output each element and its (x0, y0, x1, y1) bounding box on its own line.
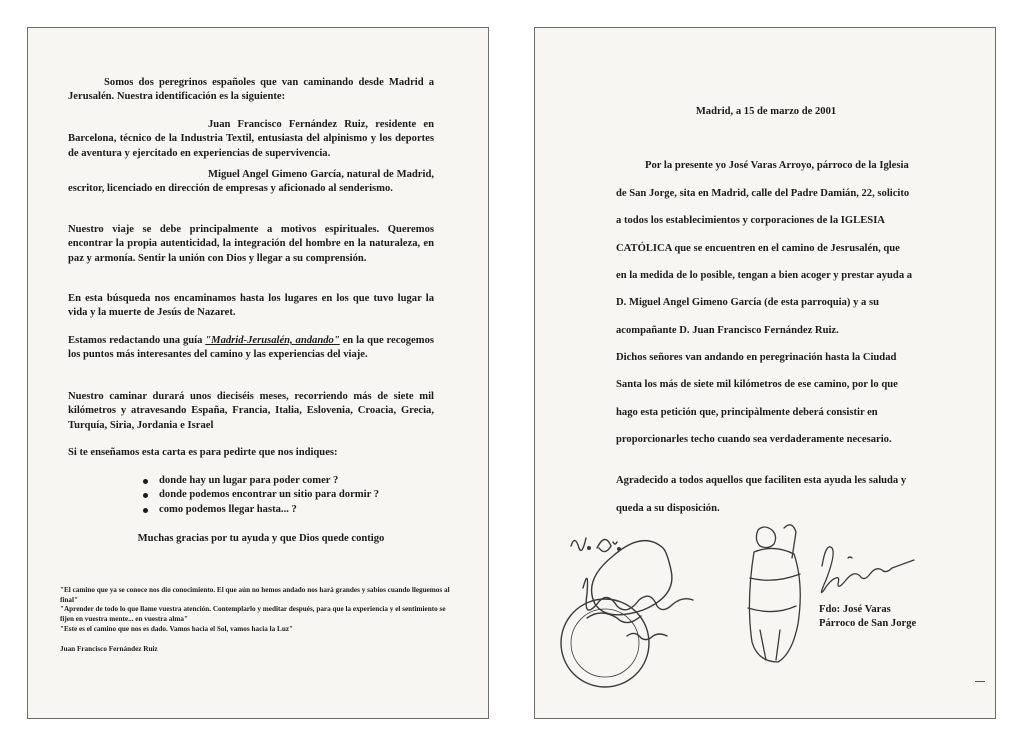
right-letter-page (534, 27, 996, 719)
guide-paragraph (68, 334, 434, 363)
intro-paragraph: Somos dos peregrinos españoles que van caminando desde Madrid a Jerusalén. Nuestra identificación es la siguiente: (68, 77, 434, 103)
route-paragraph: Nuestro caminar durará unos dieciséis meses, recorriendo más de siete mil kilómetros y atravesando España, Francia, Italia, Eslovenia, Croacia, Grecia, Turquía, Siria, Jordania e Israel (68, 391, 434, 431)
closing-line: Agradecido a todos aquellos que faciliten esta ayuda les saluda y (616, 475, 907, 486)
question-item: como podemos llegar hasta... ? (143, 503, 443, 517)
letter-line: CATÓLICA que se encuentren en el camino de Jesrusalén, que (616, 243, 900, 254)
closing-line: queda a su disposición. (616, 503, 720, 514)
guide-title: "Madrid-Jerusalén, andando" (205, 335, 340, 346)
quote-author: Juan Francisco Fernández Ruiz (60, 645, 158, 653)
letter-line: D. Miguel Angel Gimeno García (de esta parroquia) y a su (616, 297, 879, 308)
letter-date: Madrid, a 15 de marzo de 2001 (695, 106, 837, 117)
letter-line: acompañante D. Juan Francisco Fernández Ruiz. (616, 325, 839, 336)
letter-line: Por la presente yo José Varas Arroyo, párroco de la Iglesia (645, 160, 909, 171)
letter-line: hago esta petición que, principàlmente deberá consistir en (616, 407, 878, 418)
question-item: donde podemos encontrar un sitio para dormir ? (143, 488, 443, 502)
letter-line: Dichos señores van andando en peregrinación hasta la Ciudad (616, 352, 897, 363)
person-2-paragraph: Miguel Angel Gimeno García, natural de Madrid, escritor, licenciado en dirección de empresas y aficionado al senderismo. (68, 169, 434, 195)
quote-3: "Este es el camino que nos es dado. Vamos hacia el Sol, vamos hacia la Luz" (60, 625, 294, 633)
question-list (143, 474, 443, 517)
edge-mark (975, 681, 985, 682)
quote-1: "El camino que ya se conoce nos dio conocimiento. El que aún no hemos andado nos hará grandes y sabios cuando lleguemos al final" (60, 586, 450, 604)
letter-line: de San Jorge, sita en Madrid, calle del Padre Damián, 22, solicito (616, 188, 910, 199)
person-1-paragraph: Juan Francisco Fernández Ruiz, residente en Barcelona, técnico de la Industria Textil, entusiasta del alpinismo y los deportes de aventura y ejercitado en experiencias de supervivencia. (68, 119, 434, 159)
thanks-line: Muchas gracias por tu ayuda y que Dios quede contigo (137, 533, 385, 544)
guide-text-after: en la que recogemos los puntos más interesantes del camino y las experiencias del viaje. (68, 335, 434, 361)
parish-stamp-signature (543, 518, 723, 688)
guide-text-before: Estamos redactando una guía (68, 335, 206, 346)
letter-line: a todos los establecimientos y corporaciones de la IGLESIA (616, 215, 885, 226)
quote-2: "Aprender de todo lo que llame vuestra atención. Contemplarlo y meditar después, para que la experiencia y el sentimiento se fijen en vuestra mente... en vuestra alma" (60, 605, 446, 623)
letter-line: Santa los más de siete mil kilómetros de ese camino, por lo que (616, 379, 898, 390)
signed-role: Párroco de San Jorge (819, 618, 917, 629)
letter-line: en la medida de lo posible, tengan a bien acoger y prestar ayuda a (616, 270, 913, 281)
ask-paragraph: Si te enseñamos esta carta es para pedirte que nos indiques: (68, 447, 338, 458)
left-letter-page (27, 27, 489, 719)
question-item: donde hay un lugar para poder comer ? (143, 474, 443, 488)
saint-figure-signature (730, 518, 920, 668)
purpose-paragraph: Nuestro viaje se debe principalmente a motivos espirituales. Queremos encontrar la propia autenticidad, la integración del hombre en la naturaleza, en paz y armonía. Sentir la unión con Dios y llegar a su comprensión. (68, 224, 434, 264)
signed-name: Fdo: José Varas (819, 604, 891, 615)
search-paragraph: En esta búsqueda nos encaminamos hasta los lugares en los que tuvo lugar la vida y la muerte de Jesús de Nazaret. (68, 293, 434, 319)
letter-line: proporcionarles techo cuando sea verdaderamente necesario. (616, 434, 892, 445)
